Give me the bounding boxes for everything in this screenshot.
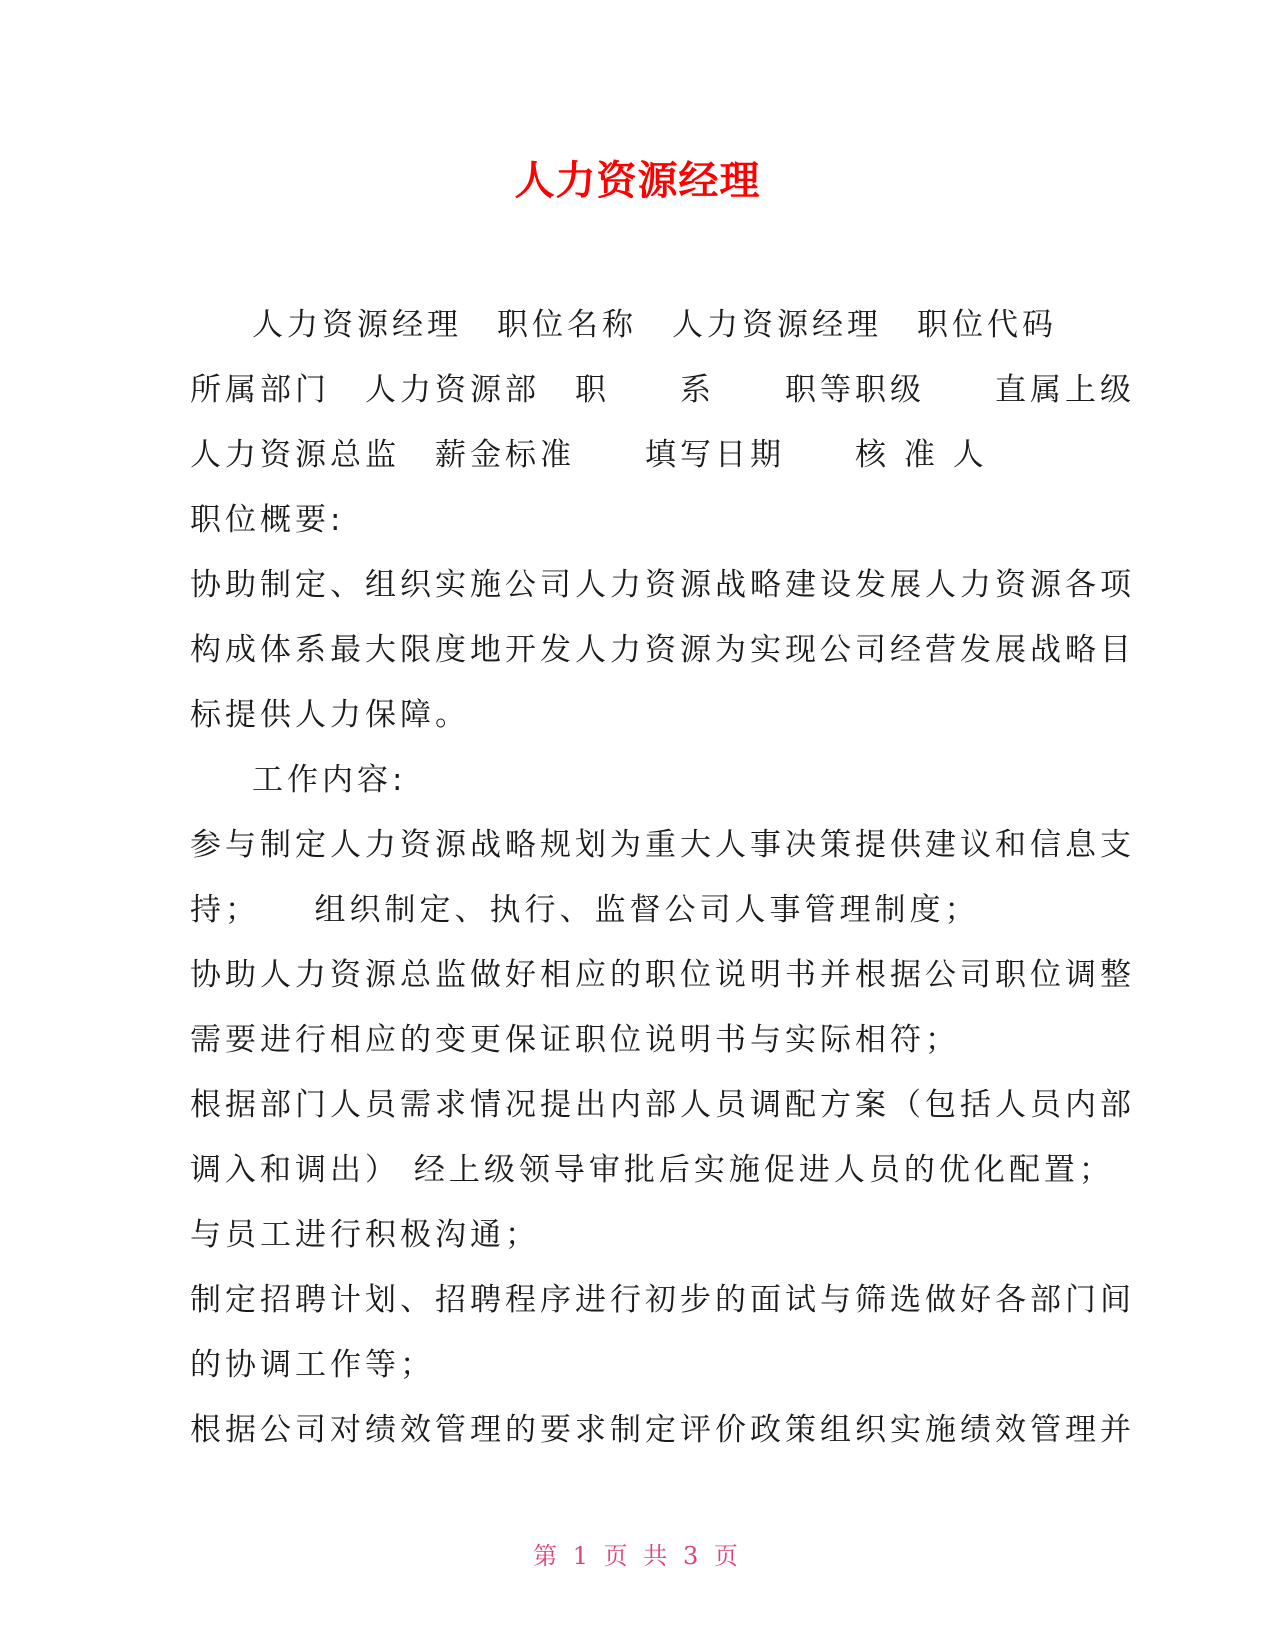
- page-number-footer: 第 1 页 共 3 页: [533, 1542, 742, 1570]
- paragraph-line: 人力资源总监 薪金标准 填写日期 核 准 人: [190, 437, 988, 473]
- paragraph-line: 根据部门人员需求情况提出内部人员调配方案（包括人员内部: [190, 1087, 1135, 1123]
- document-body: [190, 293, 1135, 1463]
- paragraph-line: 持； 组织制定、执行、监督公司人事管理制度；: [190, 892, 980, 928]
- paragraph-line: 协助人力资源总监做好相应的职位说明书并根据公司职位调整: [190, 957, 1135, 993]
- paragraph-line: 人力资源经理 职位名称 人力资源经理 职位代码: [252, 307, 1057, 343]
- document-title: 人力资源经理: [514, 158, 761, 204]
- paragraph-line: 调入和调出） 经上级领导审批后实施促进人员的优化配置；: [190, 1152, 1114, 1188]
- paragraph-line: 构成体系最大限度地开发人力资源为实现公司经营发展战略目: [190, 632, 1135, 668]
- section-heading: 职位概要:: [190, 502, 345, 538]
- section-heading: 工作内容:: [252, 762, 407, 798]
- paragraph-line: 参与制定人力资源战略规划为重大人事决策提供建议和信息支: [190, 827, 1135, 863]
- paragraph-line: 制定招聘计划、招聘程序进行初步的面试与筛选做好各部门间: [190, 1282, 1135, 1318]
- paragraph-line: 所属部门 人力资源部 职 系 职等职级 直属上级: [190, 372, 1135, 408]
- paragraph-line: 根据公司对绩效管理的要求制定评价政策组织实施绩效管理并: [190, 1412, 1135, 1448]
- paragraph-line: 协助制定、组织实施公司人力资源战略建设发展人力资源各项: [190, 567, 1135, 603]
- paragraph-line: 的协调工作等；: [190, 1347, 435, 1383]
- paragraph-line: 与员工进行积极沟通；: [190, 1217, 540, 1253]
- paragraph-line: 标提供人力保障。: [190, 697, 470, 733]
- paragraph-line: 需要进行相应的变更保证职位说明书与实际相符；: [190, 1022, 960, 1058]
